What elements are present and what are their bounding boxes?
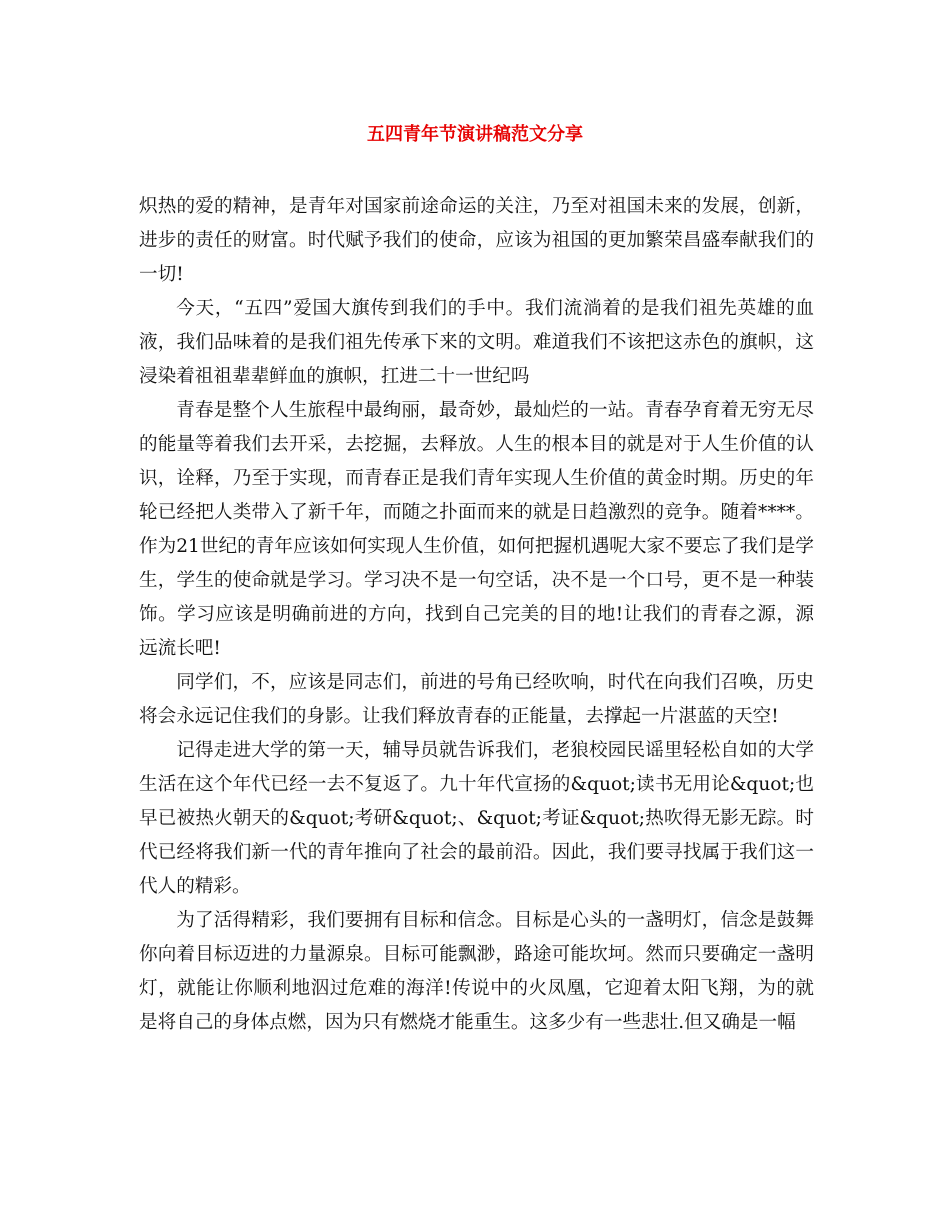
document-body xyxy=(139,190,814,1040)
paragraph-4: 同学们，不，应该是同志们，前进的号角已经吹响，时代在向我们召唤，历史将会永远记住我们的身影。让我们释放青春的正能量，去撑起一片湛蓝的天空! xyxy=(139,672,814,727)
paragraph-1: 炽热的爱的精神，是青年对国家前途命运的关注，乃至对祖国未来的发展，创新，进步的责任的财富。时代赋予我们的使命，应该为祖国的更加繁荣昌盛奉献我们的一切! xyxy=(139,196,814,285)
paragraph-3: 青春是整个人生旅程中最绚丽，最奇妙，最灿烂的一站。青春孕育着无穷无尽的能量等着我们去开采，去挖掘，去释放。人生的根本目的就是对于人生价值的认识，诠释，乃至于实现，而青春正是我们青年实现人生价值的黄金时期。历史的年轮已经把人类带入了新千年，而随之扑面而来的就是日趋激烈的竞争。随着****。作为21世纪的青年应该如何实现人生价值，如何把握机遇呢大家不要忘了我们是学生，学生的使命就是学习。学习决不是一句空话，决不是一个口号，更不是一种装饰。学习应该是明确前进的方向，找到自己完美的目的地!让我们的青春之源，源远流长吧! xyxy=(139,400,814,659)
paragraph-2: 今天，“五四”爱国大旗传到我们的手中。我们流淌着的是我们祖先英雄的血液，我们品味着的是我们祖先传承下来的文明。难道我们不该把这赤色的旗帜，这浸染着祖祖辈辈鲜血的旗帜，扛进二十一世纪吗 xyxy=(139,298,814,387)
document-title: 五四青年节演讲稿范文分享 xyxy=(367,124,583,145)
paragraph-6: 为了活得精彩，我们要拥有目标和信念。目标是心头的一盏明灯，信念是鼓舞你向着目标迈进的力量源泉。目标可能飘渺，路途可能坎坷。然而只要确定一盏明灯，就能让你顺利地泅过危难的海洋!传说中的火凤凰，它迎着太阳飞翔，为的就是将自己的身体点燃，因为只有燃烧才能重生。这多少有一些悲壮.但又确是一幅 xyxy=(139,910,814,1033)
paragraph-5: 记得走进大学的第一天，辅导员就告诉我们，老狼校园民谣里轻松自如的大学生活在这个年代已经一去不复返了。九十年代宣扬的&quot;读书无用论&quot;也早已被热火朝天的&quot;考研&quot;、&quot;考证&quot;热吹得无影无踪。时代已经将我们新一代的青年推向了社会的最前沿。因此，我们要寻找属于我们这一代人的精彩。 xyxy=(139,740,814,897)
